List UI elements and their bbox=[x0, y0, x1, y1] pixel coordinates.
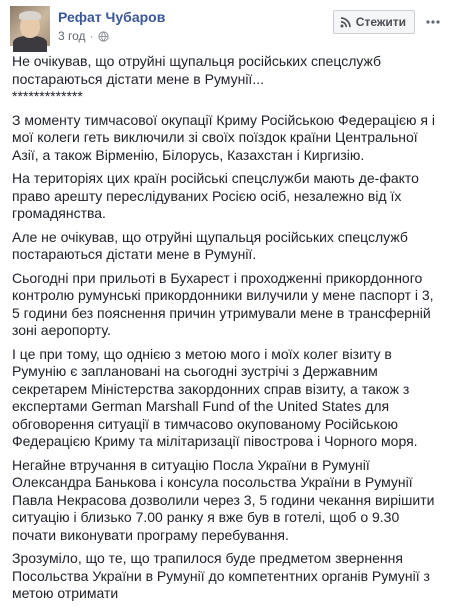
rss-icon bbox=[340, 17, 351, 28]
avatar[interactable] bbox=[10, 6, 50, 46]
post-paragraph: Але не очікував, що отруйні щупальця російських спецслужб постараються дістати мене в Румунії. bbox=[12, 228, 408, 262]
post-paragraph: І це при тому, що однією з метою мого і моїх колег візиту в Румунію є заплановані на сьогодні зустрічі з Державним секретарем Міністерства закордонних справ візиту, а також з експертами German Marshall Fund of the United States для обговорення ситуації в тимчасово окупованому Російською Федерацією Криму та мілітаризації півострова і Чорного моря. bbox=[12, 345, 418, 449]
post-header bbox=[0, 0, 450, 50]
follow-button[interactable] bbox=[333, 10, 415, 34]
avatar-hair bbox=[19, 11, 41, 20]
follow-button-label: Стежити bbox=[355, 15, 406, 29]
avatar-shirt bbox=[13, 36, 47, 52]
post-paragraph: Негайне втручання в ситуацію Посла України в Румунії Олександра Банькова і консула посольства України в Румунії Павла Некрасова дозволили через 3, 5 години чекання вирішити ситуацію і близько 7.00 ранку я вже був в готелі, щоб о 9.30 почати виконувати програму перебування. bbox=[12, 456, 435, 543]
post-paragraph: З моменту тимчасової окупації Криму Російською Федерацією я і мої колеги геть виключили зі своїх поїздок країни Центральної Азії, а також Вірменію, Білорусь, Казахстан і Киргизію. bbox=[12, 111, 435, 163]
more-options-button[interactable] bbox=[422, 10, 444, 34]
globe-icon[interactable] bbox=[98, 31, 109, 42]
meta-separator: · bbox=[89, 29, 94, 43]
post-body bbox=[12, 53, 442, 609]
post-meta bbox=[58, 29, 109, 43]
post-paragraph bbox=[12, 53, 442, 106]
author-name-link[interactable]: Рефат Чубаров bbox=[58, 9, 166, 25]
post-paragraph-text: Не очікував, що отруйні щупальця російських спецслужб постараються дістати мене в Румунії... ************* bbox=[12, 53, 382, 104]
post-paragraph: На територіях цих країн російські спецслужби мають де-факто право арешту переслідуваних Росією осіб, незалежно від їх громадянства. bbox=[12, 170, 419, 221]
post-paragraph: Сьогодні при прильоті в Бухарест і проходженні прикордонного контролю румунські прикордонники вилучили у мене паспорт і 3, 5 години без пояснення причин утримували мене в трансферній зоні аеропорту. bbox=[12, 269, 434, 338]
timestamp-link[interactable]: 3 год bbox=[58, 29, 86, 43]
more-dots-icon bbox=[426, 20, 440, 24]
post-paragraph: Зрозуміло, що те, що трапилося буде предметом звернення Посольства України в Румунії до компетентних органів Румунії з метою отримати bbox=[12, 550, 430, 601]
